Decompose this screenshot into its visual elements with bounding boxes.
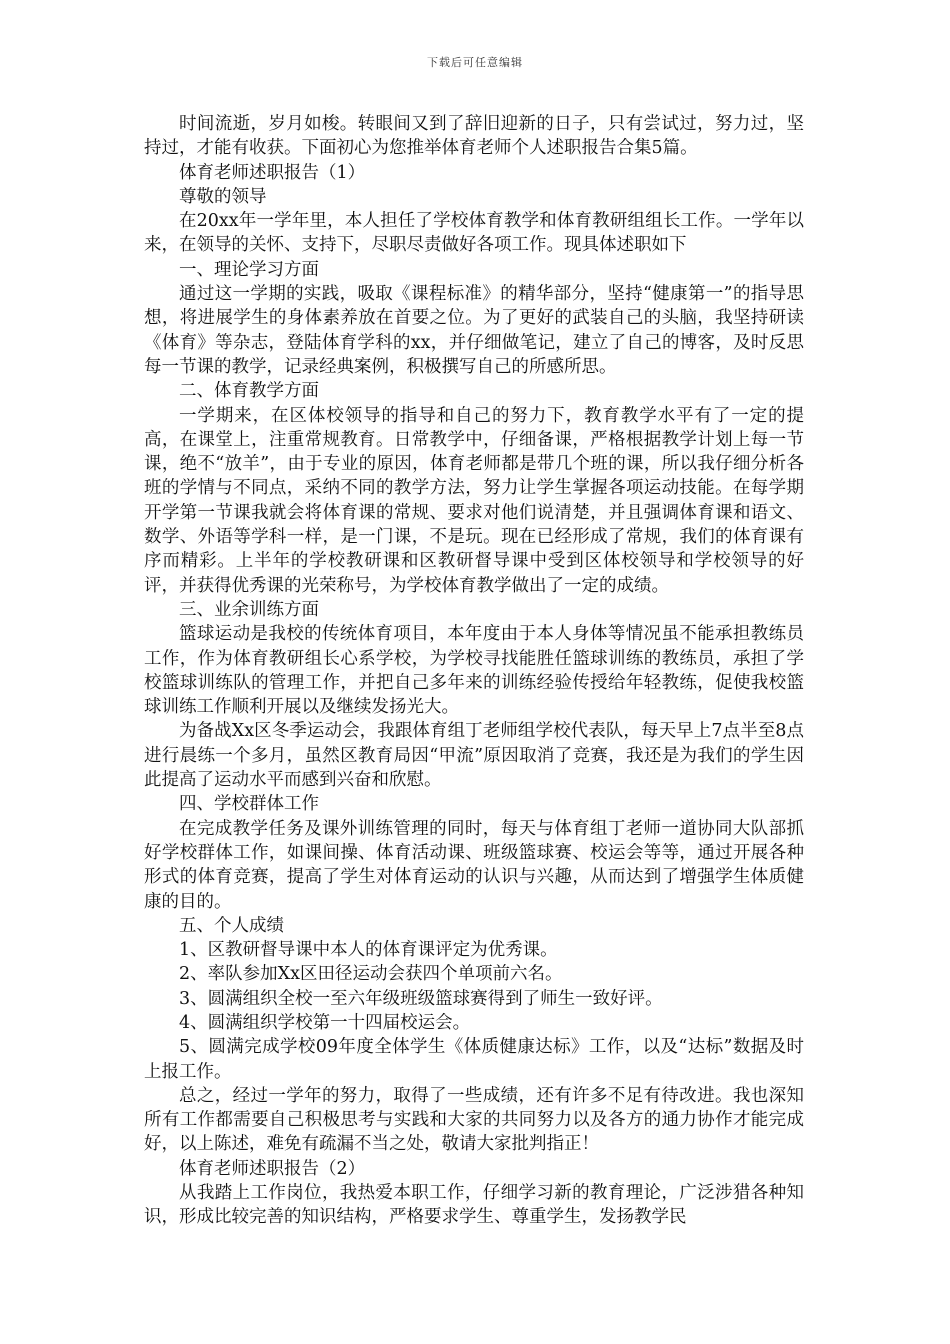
achievement-item: 5、圆满完成学校09年度全体学生《体质健康达标》工作，以及“达标”数据及时上报工作。 [144,1037,804,1082]
body-paragraph: 一学期来，在区体校领导的指导和自己的努力下，教育教学水平有了一定的提高，在课堂上，注重常规教育。日常教学中，仔细备课，严格根据教学计划上每一节课，绝不“放羊”，由于专业的原因，体育老师都是带几个班的课，所以我仔细分析各班的学情与不同点，采纳不同的教学方法，努力让学生掌握各项运动技能。在每学期开学第一节课我就会将体育课的常规、要求对他们说清楚，并且强调体育课和语文、数学、外语等学科一样，是一门课，不是玩。现在已经形成了常规，我们的体育课有序而精彩。上半年的学校教研课和区教研督导课中受到区体校领导和学校领导的好评，并获得优秀课的光荣称号，为学校体育教学做出了一定的成绩。 [144,405,804,596]
achievement-item: 1、区教研督导课中本人的体育课评定为优秀课。 [179,940,558,961]
document-body [144,112,804,1230]
report-2-title: 体育老师述职报告（2） [179,1158,366,1179]
achievement-item: 2、率队参加Xx区田径运动会获四个单项前六名。 [179,964,563,985]
body-paragraph: 从我踏上工作岗位，我热爱本职工作，仔细学习新的教育理论，广泛涉猎各种知识，形成比较完善的知识结构，严格要求学生、尊重学生，发扬教学民 [144,1183,804,1228]
section-heading-theory: 一、理论学习方面 [179,259,319,280]
conclusion-paragraph: 总之，经过一学年的努力，取得了一些成绩，还有许多不足有待改进。我也深知所有工作都需要自己积极思考与实践和大家的共同努力以及各方的通力协作才能完成好，以上陈述，难免有疏漏不当之处，敬请大家批判指正！ [144,1085,804,1155]
salutation: 尊敬的领导 [179,186,267,207]
body-paragraph: 篮球运动是我校的传统体育项目，本年度由于本人身体等情况虽不能承担教练员工作，作为体育教研组长心系学校，为学校寻找能胜任篮球训练的教练员，承担了学校篮球训练队的管理工作，并把自己多年来的训练经验传授给年轻教练，促使我校篮球训练工作顺利开展以及继续发扬光大。 [144,624,804,718]
achievement-item: 3、圆满组织全校一至六年级班级篮球赛得到了师生一致好评。 [179,988,663,1009]
section-heading-teaching: 二、体育教学方面 [179,381,319,402]
body-paragraph: 通过这一学期的实践，吸取《课程标准》的精华部分，坚持“健康第一”的指导思想，将进展学生的身体素养放在首要之位。为了更好的武装自己的头脑，我坚持研读《体育》等杂志，登陆体育学科的xx，并仔细做笔记，建立了自己的博客，及时反思每一节课的教学，记录经典案例，积极撰写自己的所感所思。 [144,284,804,377]
body-paragraph: 在完成教学任务及课外训练管理的同时，每天与体育组丁老师一道协同大队部抓好学校群体工作，如课间操、体育活动课、班级篮球赛、校运会等等，通过开展各种形式的体育竞赛，提高了学生对体育运动的认识与兴趣，从而达到了增强学生体质健康的目的。 [144,818,804,912]
section-heading-group-work: 四、学校群体工作 [179,794,319,815]
intro-paragraph: 时间流逝，岁月如梭。转眼间又到了辞旧迎新的日子，只有尝试过，努力过，坚持过，才能有收获。下面初心为您推举体育老师个人述职报告合集5篇。 [144,114,804,159]
section-heading-achievements: 五、个人成绩 [179,915,284,936]
page-header: 下载后可任意编辑 [427,56,523,69]
achievement-item: 4、圆满组织学校第一十四届校运会。 [179,1012,471,1033]
report-1-title: 体育老师述职报告（1） [179,162,366,183]
section-heading-training: 三、业余训练方面 [179,599,319,620]
body-paragraph: 为备战Xx区冬季运动会，我跟体育组丁老师组学校代表队，每天早上7点半至8点进行晨练一个多月，虽然区教育局因“甲流”原因取消了竞赛，我还是为我们的学生因此提高了运动水平而感到兴奋和欣慰。 [144,721,804,791]
body-paragraph: 在20xx年一学年里，本人担任了学校体育教学和体育教研组组长工作。一学年以来，在领导的关怀、支持下，尽职尽责做好各项工作。现具体述职如下 [144,211,804,256]
